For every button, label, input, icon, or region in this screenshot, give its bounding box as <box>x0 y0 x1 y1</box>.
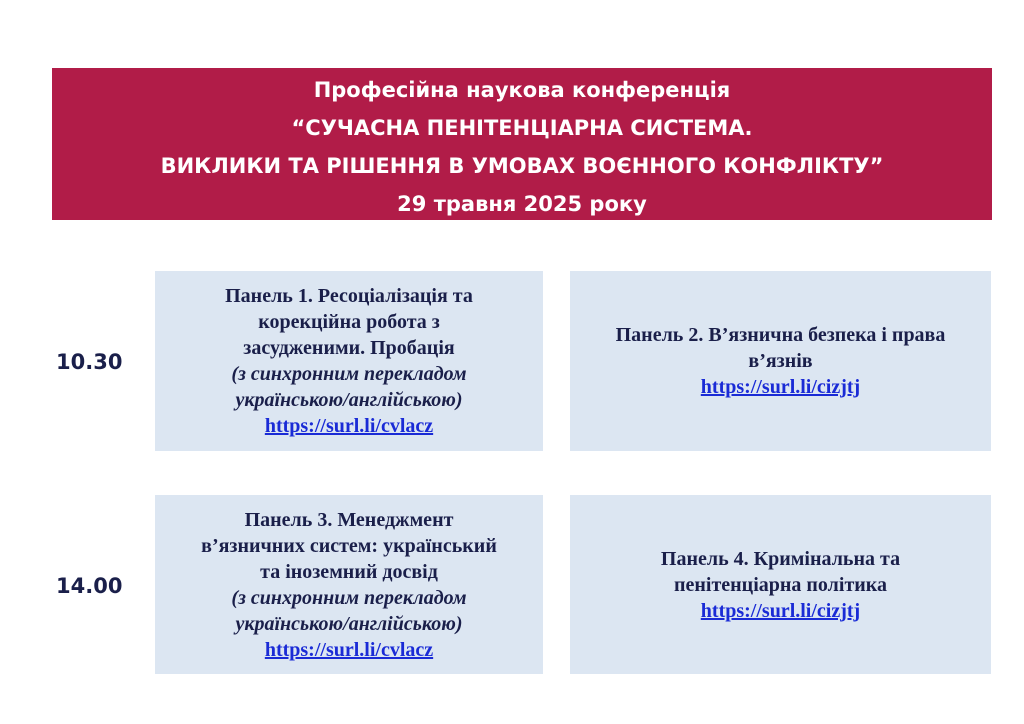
session-time-2: 14.00 <box>56 574 123 598</box>
panel-2-link[interactable]: https://surl.li/cizjtj <box>700 376 861 398</box>
panel-1 <box>155 271 543 451</box>
panel-1-translation-note: (з синхронним перекладом <box>231 363 467 385</box>
session-time-1: 10.30 <box>56 350 123 374</box>
header-line-3: ВИКЛИКИ ТА РІШЕННЯ В УМОВАХ ВОЄННОГО КОНФЛІКТУ” <box>160 154 884 178</box>
panel-2 <box>570 271 991 451</box>
panel-4-link[interactable]: https://surl.li/cizjtj <box>700 599 861 622</box>
panel-3-title-line: Панель 3. Менеджмент <box>244 508 454 531</box>
conference-header <box>52 68 992 220</box>
panel-3-link[interactable]: https://surl.li/cvlacz <box>264 638 434 661</box>
panel-1-translation-note: українською/англійською) <box>235 389 463 411</box>
panel-4 <box>570 495 991 674</box>
panel-3-translation-note: (з синхронним перекладом <box>231 586 467 609</box>
header-line-2: “СУЧАСНА ПЕНІТЕНЦІАРНА СИСТЕМА. <box>291 116 753 140</box>
panel-1-title-line: засудженими. Пробація <box>243 337 455 359</box>
panel-4-title-line: пенітенціарна політика <box>673 573 888 596</box>
panel-1-title-line: корекційна робота з <box>258 311 440 333</box>
panel-4-title-line: Панель 4. Кримінальна та <box>660 547 901 570</box>
header-line-1: Професійна наукова конференція <box>313 78 731 102</box>
panel-3-title-line: та іноземний досвід <box>260 560 438 583</box>
panel-3-translation-note: українською/англійською) <box>235 612 463 635</box>
panel-1-title-line: Панель 1. Ресоціалізація та <box>225 285 473 307</box>
panel-2-title-line: Панель 2. В’язнична безпека і права <box>615 324 946 346</box>
panel-2-title-line: в’язнів <box>748 350 813 372</box>
panel-1-link[interactable]: https://surl.li/cvlacz <box>264 415 434 437</box>
panel-3-title-line: в’язничних систем: український <box>201 534 497 557</box>
panel-3 <box>155 495 543 674</box>
header-date: 29 травня 2025 року <box>397 192 647 216</box>
